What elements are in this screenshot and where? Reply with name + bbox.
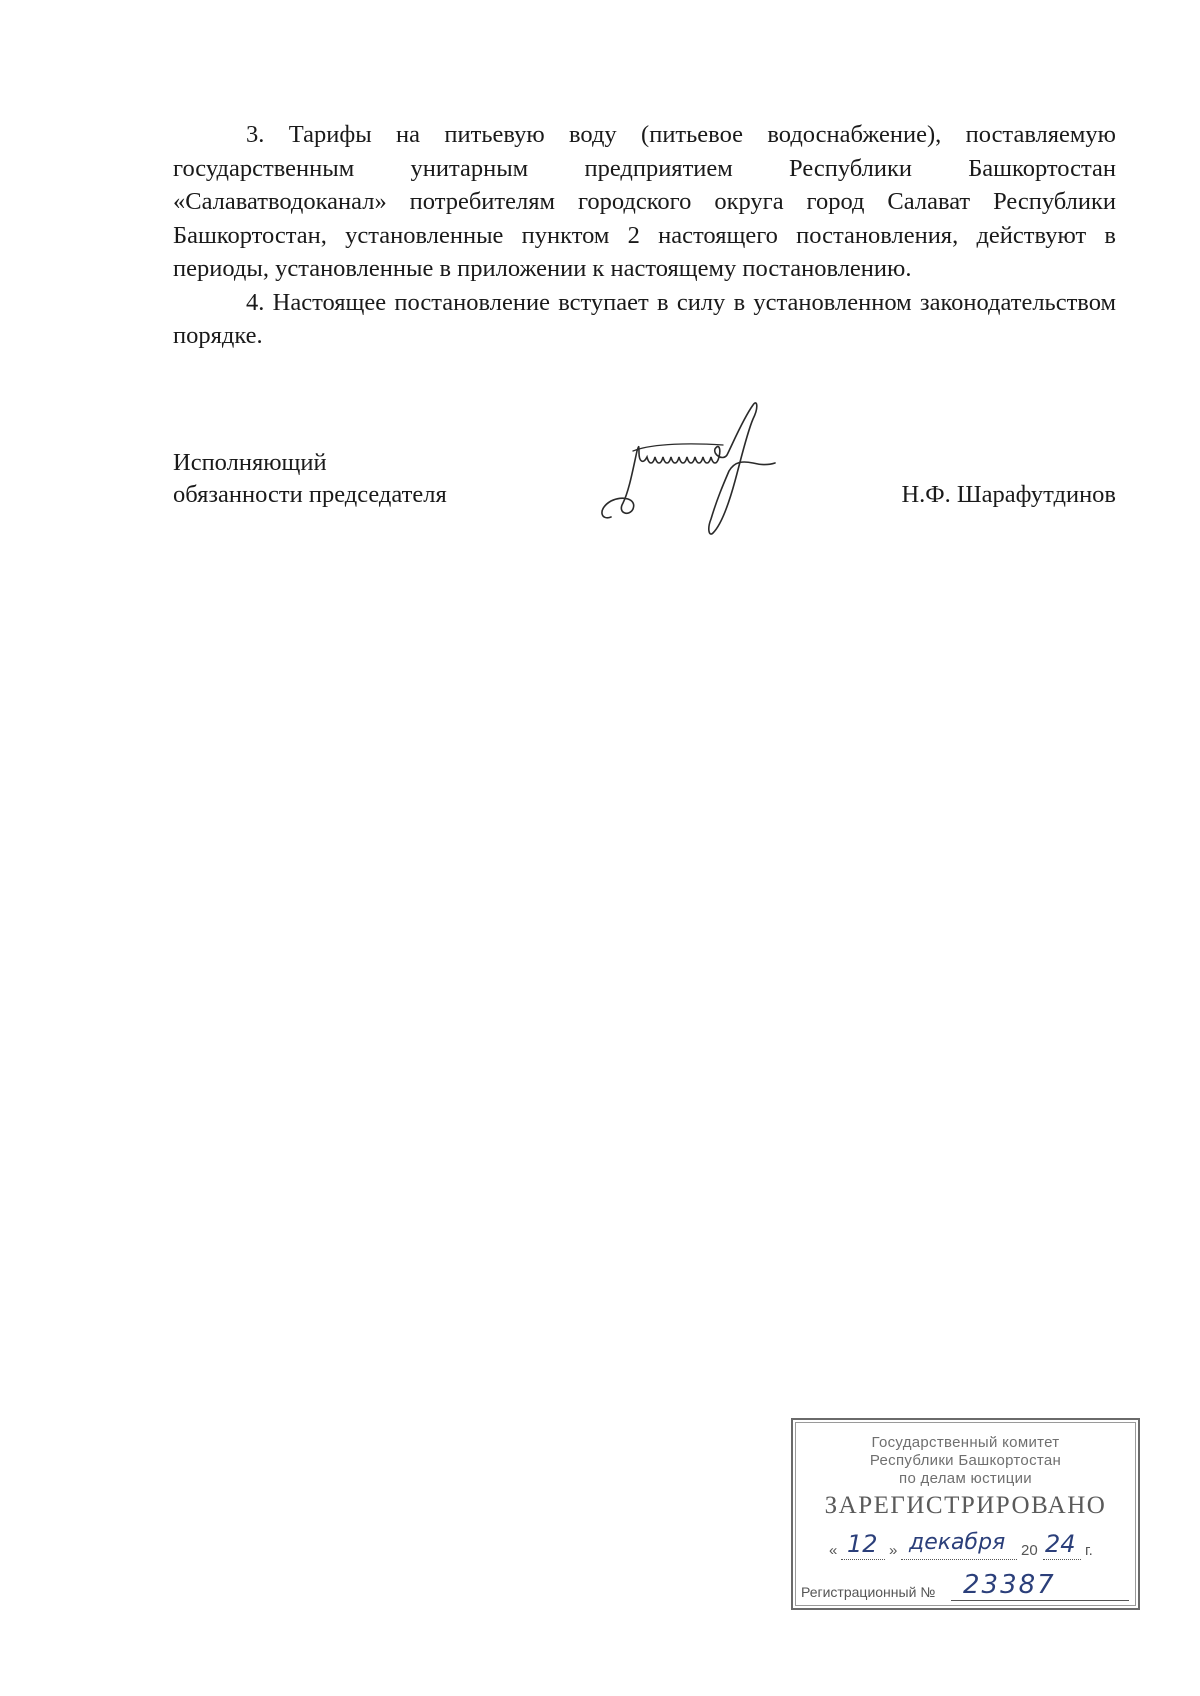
signatory-name: Н.Ф. Шарафутдинов: [901, 481, 1116, 508]
stamp-year-prefix: 20: [1021, 1542, 1038, 1559]
stamp-org-line2: Республики Башкортостан: [869, 1452, 1062, 1469]
stamp-org-line1: Государственный комитет: [871, 1434, 1060, 1451]
stamp-reg-line: [951, 1600, 1129, 1601]
stamp-year-suffix: 24: [1045, 1530, 1076, 1558]
stamp-registration: [801, 1570, 1129, 1600]
stamp-title: ЗАРЕГИСТРИРОВАНО: [824, 1492, 1107, 1519]
signatory-position-line2: обязанности председателя: [173, 481, 447, 508]
stamp-year-mark: г.: [1085, 1542, 1093, 1559]
paragraph-3: 3. Тарифы на питьевую воду (питьевое водоснабжение), поставляемую государственным унитарным предприятием Республики Башкортостан «Салаватводоканал» потребителям городского округа город Салават Республики Башкортостан, установленные пунктом 2 настоящего постановления, действуют в периоды, установленные в приложении к настоящему постановлению.: [173, 121, 1116, 282]
stamp-year-line: [1043, 1559, 1081, 1560]
stamp-reg-number: 23387: [963, 1570, 1056, 1600]
stamp-day-line: [841, 1559, 885, 1560]
signatory-position-line1: Исполняющий: [173, 449, 327, 476]
stamp-open-quote: «: [829, 1542, 838, 1559]
registration-stamp: [791, 1418, 1140, 1610]
stamp-month-line: [901, 1559, 1017, 1560]
signature-block: [173, 447, 1116, 557]
signatory-position: [173, 447, 447, 511]
stamp-reg-label: Регистрационный №: [801, 1584, 936, 1600]
stamp-org-line3: по делам юстиции: [899, 1470, 1032, 1487]
document-body: [173, 118, 1116, 353]
stamp-close-quote: »: [889, 1542, 898, 1559]
stamp-month: декабря: [909, 1530, 1006, 1555]
stamp-day: 12: [847, 1530, 878, 1558]
handwritten-signature: [593, 399, 793, 539]
paragraph-4: 4. Настоящее постановление вступает в силу в установленном законодательством порядке.: [173, 288, 1116, 349]
stamp-organization: [793, 1434, 1138, 1488]
stamp-date: [829, 1532, 1119, 1562]
